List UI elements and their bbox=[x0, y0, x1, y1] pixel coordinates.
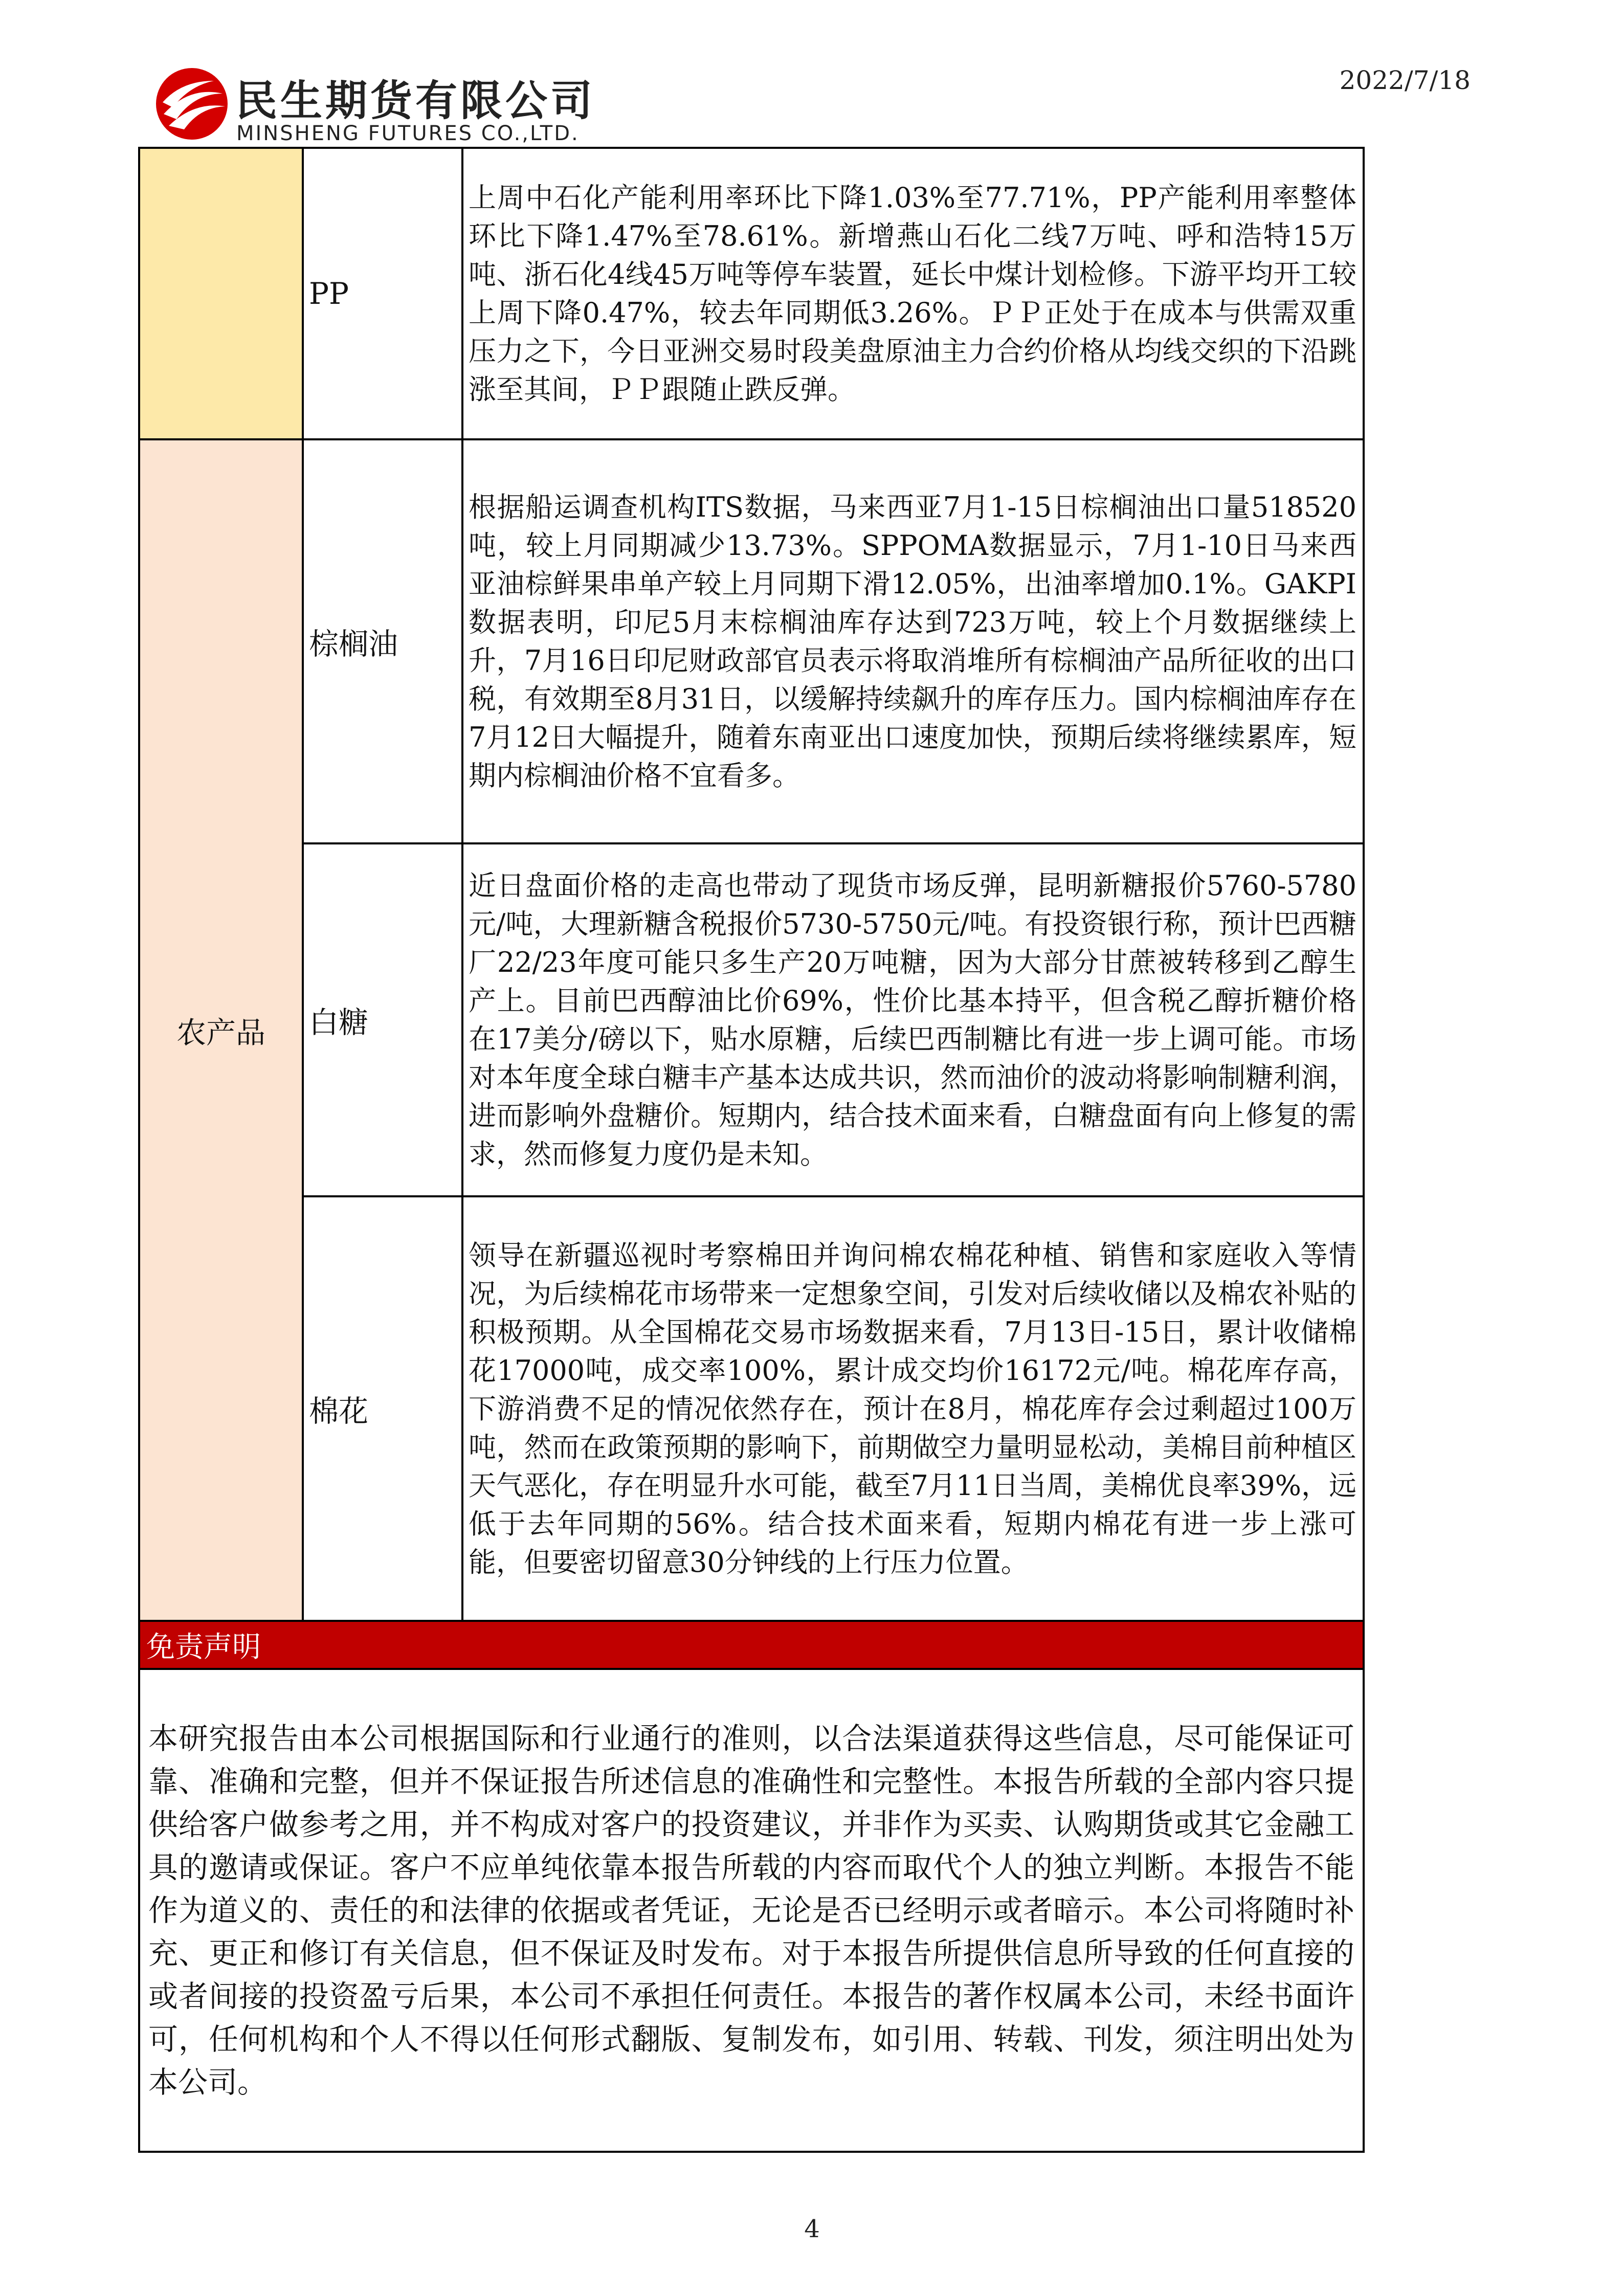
category-cell bbox=[139, 148, 303, 439]
page-number: 4 bbox=[804, 2215, 820, 2243]
report-date: 2022/7/18 bbox=[1339, 65, 1471, 95]
commodity-name: 白糖 bbox=[303, 843, 462, 1196]
table-row bbox=[139, 439, 1364, 843]
table-row bbox=[139, 1196, 1364, 1621]
disclaimer-body-row bbox=[139, 1669, 1364, 2152]
table-row bbox=[139, 843, 1364, 1196]
table-row bbox=[139, 148, 1364, 439]
commodity-name: 棕榈油 bbox=[303, 439, 462, 843]
company-name-cn: 民生期货有限公司 bbox=[235, 77, 596, 125]
commodity-analysis: 上周中石化产能利用率环比下降1.03%至77.71%，PP产能利用率整体环比下降1.47%至78.61%。新增燕山石化二线7万吨、呼和浩特15万吨、浙石化4线45万吨等停车装置，延长中煤计划检修。下游平均开工较上周下降0.47%，较去年同期低3.26%。ＰＰ正处于在成本与供需双重压力之下，今日亚洲交易时段美盘原油主力合约价格从均线交织的下沿跳涨至其间，ＰＰ跟随止跌反弹。 bbox=[462, 148, 1364, 439]
logo-mark-icon bbox=[153, 65, 230, 142]
commodity-analysis: 近日盘面价格的走高也带动了现货市场反弹，昆明新糖报价5760-5780元/吨，大理新糖含税报价5730-5750元/吨。有投资银行称，预计巴西糖厂22/23年度可能只多生产20万吨糖，因为大部分甘蔗被转移到乙醇生产上。目前巴西醇油比价69%，性价比基本持平，但含税乙醇折糖价格在17美分/磅以下，贴水原糖，后续巴西制糖比有进一步上调可能。市场对本年度全球白糖丰产基本达成共识，然而油价的波动将影响制糖利润，进而影响外盘糖价。短期内，结合技术面来看，白糖盘面有向上修复的需求，然而修复力度仍是未知。 bbox=[462, 843, 1364, 1196]
commodity-analysis: 领导在新疆巡视时考察棉田并询问棉农棉花种植、销售和家庭收入等情况，为后续棉花市场带来一定想象空间，引发对后续收储以及棉农补贴的积极预期。从全国棉花交易市场数据来看，7月13日-15日，累计收储棉花17000吨，成交率100%，累计成交均价16172元/吨。棉花库存高，下游消费不足的情况依然存在，预计在8月，棉花库存会过剩超过100万吨，然而在政策预期的影响下，前期做空力量明显松动，美棉目前种植区天气恶化，存在明显升水可能，截至7月11日当周，美棉优良率39%，远低于去年同期的56%。结合技术面来看，短期内棉花有进一步上涨可能，但要密切留意30分钟线的上行压力位置。 bbox=[462, 1196, 1364, 1621]
disclaimer-text: 本研究报告由本公司根据国际和行业通行的准则，以合法渠道获得这些信息，尽可能保证可靠、准确和完整，但并不保证报告所述信息的准确性和完整性。本报告所载的全部内容只提供给客户做参考之用，并不构成对客户的投资建议，并非作为买卖、认购期货或其它金融工具的邀请或保证。客户不应单纯依靠本报告所载的内容而取代个人的独立判断。本报告不能作为道义的、责任的和法律的依据或者凭证，无论是否已经明示或者暗示。本公司将随时补充、更正和修订有关信息，但不保证及时发布。对于本报告所提供信息所导致的任何直接的或者间接的投资盈亏后果，本公司不承担任何责任。本报告的著作权属本公司，未经书面许可，任何机构和个人不得以任何形式翻版、复制发布，如引用、转载、刊发，须注明出处为本公司。 bbox=[139, 1669, 1364, 2152]
company-name-en: MINSHENG FUTURES CO.,LTD. bbox=[236, 122, 580, 145]
commodity-name: 棉花 bbox=[303, 1196, 462, 1621]
category-cell: 农产品 bbox=[139, 439, 303, 1621]
commodity-analysis: 根据船运调查机构ITS数据，马来西亚7月1-15日棕榈油出口量518520吨，较上月同期减少13.73%。SPPOMA数据显示，7月1-10日马来西亚油棕鲜果串单产较上月同期下滑12.05%，出油率增加0.1%。GAKPI数据表明，印尼5月末棕榈油库存达到723万吨，较上个月数据继续上升，7月16日印尼财政部官员表示将取消堆所有棕榈油产品所征收的出口税，有效期至8月31日，以缓解持续飙升的库存压力。国内棕榈油库存在7月12日大幅提升，随着东南亚出口速度加快，预期后续将继续累库，短期内棕榈油价格不宜看多。 bbox=[462, 439, 1364, 843]
disclaimer-title: 免责声明 bbox=[139, 1621, 1364, 1669]
commodity-name: PP bbox=[303, 148, 462, 439]
disclaimer-header-row bbox=[139, 1621, 1364, 1669]
commodity-table bbox=[138, 147, 1365, 2153]
company-logo bbox=[153, 60, 614, 152]
